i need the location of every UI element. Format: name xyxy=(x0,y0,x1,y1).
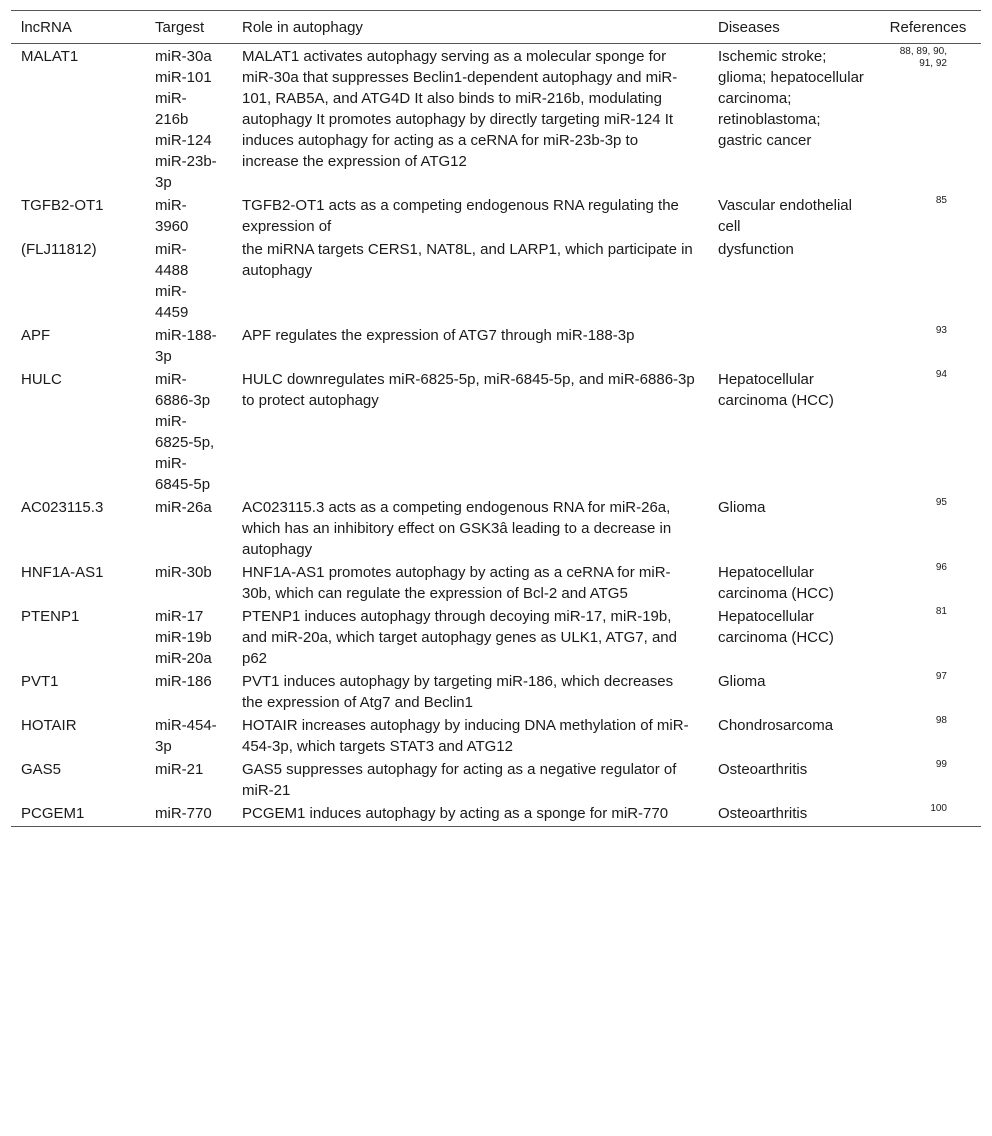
cell-role: GAS5 suppresses autophagy for acting as a negative regulator of miR-21 xyxy=(242,761,677,799)
table-row xyxy=(11,605,981,670)
cell-references xyxy=(875,714,981,758)
cell-diseases: Osteoarthritis xyxy=(718,761,808,778)
reference-link[interactable]: 96 xyxy=(935,562,947,573)
cell-diseases xyxy=(708,324,875,368)
cell-diseases: Vascular endothelial cell xyxy=(718,197,852,235)
table-row xyxy=(11,758,981,802)
cell-references xyxy=(875,324,981,368)
cell-diseases: dysfunction xyxy=(718,241,794,258)
cell-targets: miR-186 xyxy=(155,673,212,690)
cell-references xyxy=(875,802,981,827)
cell-targets: miR-454-3p xyxy=(155,717,217,755)
cell-role: APF regulates the expression of ATG7 through miR-188-3p xyxy=(242,327,635,344)
cell-targets: miR-6886-3p miR-6825-5p, miR-6845-5p xyxy=(155,371,215,493)
table-row xyxy=(11,44,981,195)
reference-link[interactable]: 97 xyxy=(935,671,947,682)
cell-role: PCGEM1 induces autophagy by acting as a sponge for miR-770 xyxy=(232,802,708,827)
cell-role: TGFB2-OT1 acts as a competing endogenous RNA regulating the expression of xyxy=(242,197,679,235)
cell-diseases: Osteoarthritis xyxy=(708,802,875,827)
table-row xyxy=(11,368,981,496)
cell-references xyxy=(875,605,981,670)
cell-targets: miR-26a xyxy=(155,499,212,516)
cell-targets: miR-21 xyxy=(155,761,204,778)
cell-role: MALAT1 activates autophagy serving as a molecular sponge for miR-30a that suppresses Beclin1-dependent autophagy and miR-101, RAB5A, and ATG4D It also binds to miR-216b, modulating autophagy It promotes autophagy by directly targeting miR-124 It induces autophagy for acting as a ceRNA for miR-23b-3p to increase the expression of ATG12 xyxy=(242,48,678,170)
reference-link[interactable]: 81 xyxy=(935,606,947,617)
cell-lncrna: HNF1A-AS1 xyxy=(21,564,104,581)
cell-role: HULC downregulates miR-6825-5p, miR-6845-5p, and miR-6886-3p to protect autophagy xyxy=(242,371,695,409)
cell-references xyxy=(875,194,981,238)
cell-diseases: Ischemic stroke; glioma; hepatocellular carcinoma; retinoblastoma; gastric cancer xyxy=(718,48,864,149)
cell-role: HNF1A-AS1 promotes autophagy by acting as a ceRNA for miR-30b, which can regulate the expression of Bcl-2 and ATG5 xyxy=(242,564,671,602)
cell-lncrna: HULC xyxy=(21,371,62,388)
cell-lncrna: PTENP1 xyxy=(21,608,80,625)
cell-references xyxy=(875,238,981,324)
header-role: Role in autophagy xyxy=(232,11,708,44)
cell-lncrna: APF xyxy=(21,327,51,344)
cell-role: PTENP1 induces autophagy through decoying miR-17, miR-19b, and miR-20a, which target autophagy genes as ULK1, ATG7, and p62 xyxy=(242,608,677,667)
cell-lncrna: PVT1 xyxy=(21,673,59,690)
cell-targets: miR-30b xyxy=(155,564,212,581)
table-header xyxy=(11,11,981,44)
table-row xyxy=(11,670,981,714)
cell-targets: miR-3960 xyxy=(155,197,189,235)
cell-role: the miRNA targets CERS1, NAT8L, and LARP1, which participate in autophagy xyxy=(242,241,693,279)
header-targets: Targest xyxy=(145,11,232,44)
table-body xyxy=(11,44,981,827)
cell-diseases: Hepatocellular carcinoma (HCC) xyxy=(718,371,834,409)
lncrna-autophagy-table xyxy=(11,10,981,827)
reference-link[interactable]: 93 xyxy=(935,325,947,336)
cell-references xyxy=(875,670,981,714)
cell-lncrna: PCGEM1 xyxy=(11,802,145,827)
cell-targets: miR-188-3p xyxy=(155,327,217,365)
cell-diseases: Glioma xyxy=(718,499,766,516)
table-row xyxy=(11,561,981,605)
cell-references xyxy=(875,758,981,802)
reference-link[interactable]: 98 xyxy=(935,715,947,726)
header-references: References xyxy=(875,11,981,44)
cell-targets: miR-30a miR-101 miR-216b miR-124 miR-23b-3p xyxy=(155,48,217,191)
cell-diseases: Glioma xyxy=(718,673,766,690)
header-row xyxy=(11,11,981,44)
cell-targets: miR-770 xyxy=(145,802,232,827)
table-row xyxy=(11,802,981,827)
cell-role: PVT1 induces autophagy by targeting miR-186, which decreases the expression of Atg7 and Beclin1 xyxy=(242,673,674,711)
header-lncrna: lncRNA xyxy=(11,11,145,44)
cell-diseases: Hepatocellular carcinoma (HCC) xyxy=(718,564,834,602)
reference-link[interactable]: 88, 89, 90, 91, 92 xyxy=(899,46,947,69)
cell-lncrna: HOTAIR xyxy=(21,717,77,734)
reference-link[interactable]: 94 xyxy=(935,369,947,380)
table-row xyxy=(11,496,981,561)
cell-targets: miR-4488 miR-4459 xyxy=(155,241,189,321)
cell-role: HOTAIR increases autophagy by inducing DNA methylation of miR-454-3p, which targets STAT3 and ATG12 xyxy=(242,717,689,755)
cell-lncrna: AC023115.3 xyxy=(21,499,104,516)
reference-link[interactable]: 85 xyxy=(935,195,947,206)
cell-lncrna: TGFB2-OT1 xyxy=(21,197,104,214)
cell-lncrna: MALAT1 xyxy=(21,48,79,65)
table-row xyxy=(11,194,981,238)
header-diseases: Diseases xyxy=(708,11,875,44)
cell-diseases: Chondrosarcoma xyxy=(718,717,834,734)
cell-references xyxy=(875,368,981,496)
cell-lncrna: (FLJ11812) xyxy=(21,241,97,258)
cell-role: AC023115.3 acts as a competing endogenous RNA for miR-26a, which has an inhibitory effect on GSK3â leading to a decrease in autophagy xyxy=(242,499,672,558)
cell-references xyxy=(875,496,981,561)
reference-link[interactable]: 95 xyxy=(935,497,947,508)
table-row xyxy=(11,238,981,324)
cell-references xyxy=(875,561,981,605)
reference-link[interactable]: 99 xyxy=(935,759,947,770)
table-row xyxy=(11,714,981,758)
cell-references xyxy=(875,44,981,195)
cell-targets: miR-17 miR-19b miR-20a xyxy=(155,608,212,667)
cell-lncrna: GAS5 xyxy=(21,761,62,778)
table-row xyxy=(11,324,981,368)
reference-link[interactable]: 100 xyxy=(930,803,947,814)
cell-diseases: Hepatocellular carcinoma (HCC) xyxy=(718,608,834,646)
